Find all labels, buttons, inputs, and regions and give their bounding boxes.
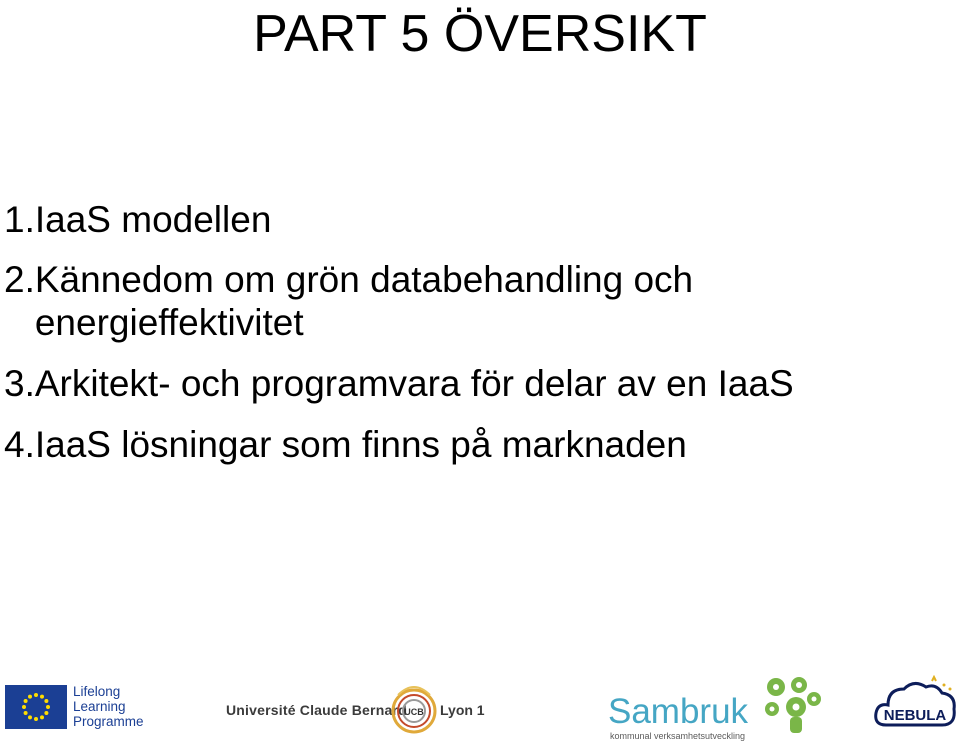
eu-line-3: Programme [73,714,144,729]
eu-line-2: Learning [73,699,126,714]
gears-people-icon [756,673,826,737]
nebula-logo [872,675,958,735]
list-item [4,423,954,466]
list-number: 4. [4,424,35,465]
eu-flag-icon [5,685,67,729]
footer-logos [0,665,960,745]
lyon-university-name: Université Claude Bernard [226,702,407,718]
list-text: Arkitekt- och programvara för delar av en IaaS [34,363,794,404]
sambruk-name: Sambruk [608,692,749,731]
eu-stars-icon [5,685,67,729]
list-item [4,362,954,405]
lyon-university-logo [222,671,484,743]
sambruk-logo [606,673,828,743]
list-text: IaaS lösningar som finns på marknaden [34,424,687,465]
list-number: 1. [4,199,35,240]
list-number: 3. [4,363,35,404]
agenda-list [4,196,954,466]
lyon-suffix: Lyon 1 [440,702,485,718]
eu-line-1: Lifelong [73,684,121,699]
eu-programme-text [73,684,144,729]
slide-title: PART 5 ÖVERSIKT [253,5,707,63]
list-item [4,258,954,344]
list-item [4,196,954,244]
cloud-icon [872,675,958,735]
eu-lifelong-learning-logo [5,685,155,733]
list-text: Kännedom om grön databehandling och energieffektivitet [34,259,694,343]
list-text: IaaS modellen [34,199,272,240]
sambruk-tagline: kommunal verksamhetsutveckling [610,731,746,741]
ucb-emblem-text: UCB [404,707,424,717]
nebula-name: NEBULA [883,707,947,724]
list-number: 2. [4,259,35,300]
ucb-emblem-icon [390,675,438,741]
